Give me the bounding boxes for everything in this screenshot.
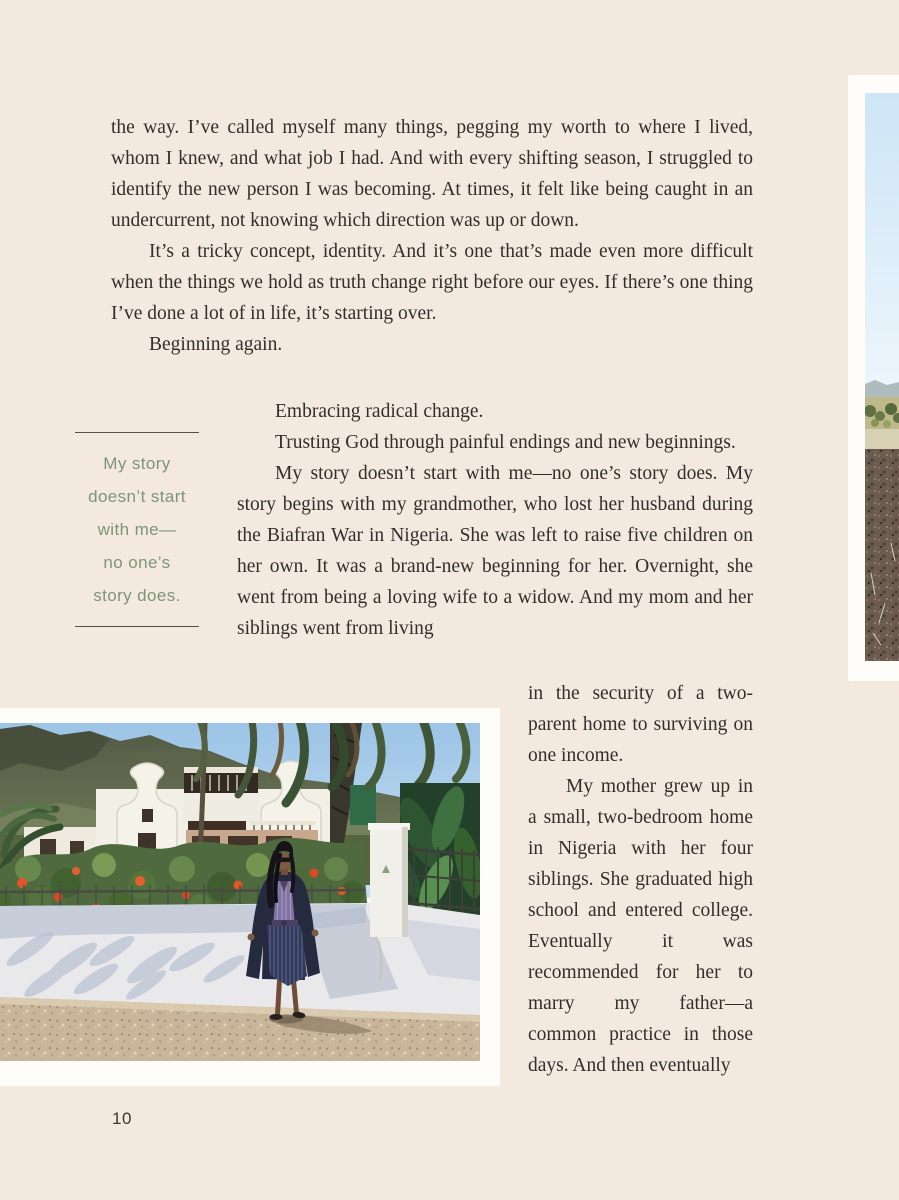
body-paragraph: the way. I’ve called myself many things, pegging my worth to where I lived, whom I knew, and what job I had. And with every shifting season, I struggled to identify the new person I was becoming. At times, it felt like being caught in an undercurrent, not knowing which direction was up or down. [111, 117, 753, 231]
pull-quote-line: with me— [97, 520, 177, 539]
pull-quote-rule-top [75, 432, 199, 433]
body-paragraph: It’s a tricky concept, identity. And it’s one that’s made even more difficult when the things we hold as truth change right before our eyes. If there’s one thing I’ve done a lot of in life, it’s starting over. [111, 241, 753, 324]
body-text-right-column [528, 678, 753, 1081]
body-paragraph: My story doesn’t start with me—no one’s story does. My story begins with my grandmother, who lost her husband during the Biafran War in Nigeria. She was left to raise five children on her own. It was a brand-new beginning for her. Overnight, she went from being a loving wife to a widow. And my mom and her siblings went from living [237, 463, 753, 639]
body-text-main [111, 112, 753, 360]
green-shed [350, 785, 376, 825]
photo-left-scene [0, 723, 480, 1061]
pull-quote [63, 432, 211, 627]
photo-right [848, 75, 899, 681]
pull-quote-rule-bottom [75, 626, 199, 627]
sky [865, 93, 899, 399]
body-paragraph: Embracing radical change. [275, 401, 484, 422]
photo-right-scene [865, 93, 899, 661]
body-paragraph: Beginning again. [149, 334, 283, 355]
pull-quote-line: no one’s [103, 553, 171, 572]
body-text-indented [237, 396, 753, 644]
body-paragraph: My mother grew up in a small, two-bedroom home in Nigeria with her four siblings. She graduated high school and entered college. Eventually it was recommended for her to marry my father—a common practice in those days. And then eventually [528, 776, 753, 1076]
pull-quote-line: My story [103, 454, 171, 473]
body-paragraph: Trusting God through painful endings and new beginnings. [275, 432, 736, 453]
page-number: 10 [112, 1109, 132, 1128]
body-paragraph: in the security of a two-parent home to surviving on one income. [528, 683, 753, 766]
pull-quote-line: doesn’t start [88, 487, 186, 506]
photo-left [0, 708, 500, 1086]
pull-quote-line: story does. [93, 586, 181, 605]
